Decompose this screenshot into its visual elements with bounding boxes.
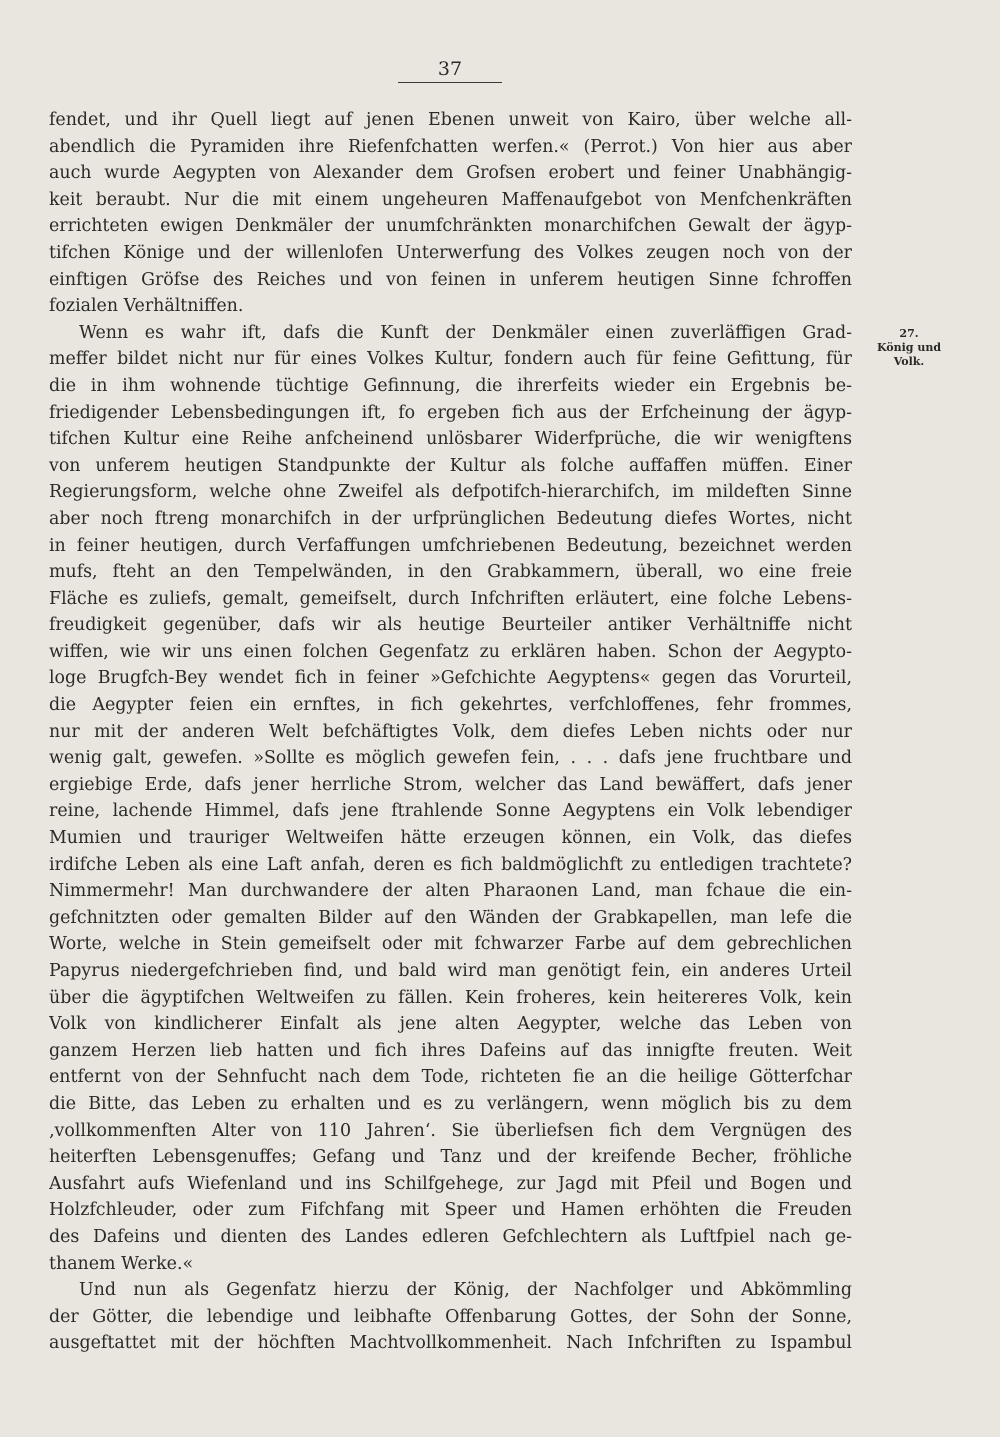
text-line: des Dafeins und dienten des Landes edleren Gefchlechtern als Luftfpiel nach ge- xyxy=(49,1226,852,1247)
text-line: Mumien und trauriger Weltweifen hätte erzeugen können, ein Volk, das diefes xyxy=(49,828,852,849)
text-line: fendet, und ihr Quell liegt auf jenen Ebenen unweit von Kairo, über welche all- xyxy=(49,110,852,130)
text-line: Holzfchleuder, oder zum Fifchfang mit Speer und Hamen erhöhten die Freuden xyxy=(49,1200,852,1221)
text-line: Fläche es zuliefs, gemalt, gemeifselt, durch Infchriften erläutert, eine folche Lebens- xyxy=(49,588,852,609)
text-line: der Götter, die lebendige und leibhafte Offenbarung Gottes, der Sohn der Sonne, xyxy=(49,1306,852,1327)
text-line: fozialen Verhältniffen. xyxy=(49,296,244,317)
text-line: tifchen Könige und der willenlofen Unterwerfung des Volkes zeugen noch von der xyxy=(49,242,852,263)
text-line: loge Brugfch-Bey wendet fich in feiner »Gefchichte Aegyptens« gegen das Vorurteil, xyxy=(49,668,852,689)
text-line: in feiner heutigen, durch Verfaffungen umfchriebenen Bedeutung, bezeichnet werden xyxy=(49,535,852,556)
text-line: ganzem Herzen lieb hatten und fich ihres Dafeins auf das innigfte freuten. Weit xyxy=(49,1040,852,1061)
text-line: ‚vollkommenften Alter von 110 Jahren‘. Sie überliefsen fich dem Vergnügen des xyxy=(49,1120,852,1141)
text-line: über die ägyptifchen Weltweifen zu fällen. Kein froheres, kein heitereres Volk, kein xyxy=(49,987,852,1008)
text-line: Und nun als Gegenfatz hierzu der König, der Nachfolger und Abkömmling xyxy=(79,1280,852,1301)
text-line: Ausfahrt aufs Wiefenland und ins Schilfgehege, zur Jagd mit Pfeil und Bogen und xyxy=(49,1173,852,1194)
text-line: ergiebige Erde, dafs jener herrliche Strom, welcher das Land bewäffert, dafs jener xyxy=(49,774,852,795)
text-line: heiterften Lebensgenuffes; Gefang und Tanz und der kreifende Becher, fröhliche xyxy=(49,1147,852,1168)
text-line: abendlich die Pyramiden ihre Riefenfchatten werfen.« (Perrot.) Von hier aus aber xyxy=(49,136,852,157)
margin-note-line: König und xyxy=(876,341,942,354)
text-line: die Aegypter feien ein ernftes, in fich gekehrtes, verfchloffenes, fehr frommes, xyxy=(49,695,852,716)
page-number: 37 xyxy=(437,58,463,80)
text-line: tifchen Kultur eine Reihe anfcheinend unlösbarer Widerfprüche, die wir wenigftens xyxy=(49,429,852,450)
text-line: wenig galt, gewefen. »Sollte es möglich gewefen fein, . . . dafs jene fruchtbare und xyxy=(49,748,852,769)
text-line: errichteten ewigen Denkmäler der unumfchränkten monarchifchen Gewalt der ägyp- xyxy=(49,216,852,237)
text-line: Nimmermehr! Man durchwandere der alten Pharaonen Land, man fchaue die ein- xyxy=(49,881,852,902)
text-line: mufs, fteht an den Tempelwänden, in den Grabkammern, überall, wo eine freie xyxy=(49,562,852,583)
text-line: von unferem heutigen Standpunkte der Kultur als folche auffaffen müffen. Einer xyxy=(49,455,852,476)
text-line: entfernt von der Sehnfucht nach dem Tode, richteten fie an die heilige Götterfchar xyxy=(49,1067,852,1088)
text-line: einftigen Gröfse des Reiches und von feinen in unferem heutigen Sinne fchroffen xyxy=(49,269,852,290)
text-line: Wenn es wahr ift, dafs die Kunft der Denkmäler einen zuverläffigen Grad- xyxy=(79,322,852,343)
text-line: keit beraubt. Nur die mit einem ungeheuren Maffenaufgebot von Menfchenkräften xyxy=(49,189,852,210)
text-line: die in ihm wohnende tüchtige Gefinnung, die ihrerfeits wieder ein Ergebnis be- xyxy=(49,375,852,396)
text-line: wiffen, wie wir uns einen folchen Gegenfatz zu erklären haben. Schon der Aegypto- xyxy=(49,641,852,662)
margin-note xyxy=(868,327,950,369)
text-line: friedigender Lebensbedingungen ift, fo ergeben fich aus der Erfcheinung der ägyp- xyxy=(49,402,852,423)
body-text xyxy=(49,107,852,1357)
text-line: gefchnitzten oder gemalten Bilder auf den Wänden der Grabkapellen, man lefe die xyxy=(49,907,852,928)
page-number-rule xyxy=(398,82,502,83)
text-line: Regierungsform, welche ohne Zweifel als defpotifch-hierarchifch, im mildeften Sinne xyxy=(49,482,852,503)
text-line: aber noch ftreng monarchifch in der urfprünglichen Bedeutung diefes Wortes, nicht xyxy=(49,508,852,529)
margin-note-line: Volk. xyxy=(893,355,925,368)
text-line: nur mit der anderen Welt befchäftigtes Volk, dem diefes Leben nichts oder nur xyxy=(49,721,852,742)
text-line: thanem Werke.« xyxy=(49,1253,194,1274)
text-line: ausgeftattet mit der höchften Machtvollkommenheit. Nach Infchriften zu Ispambul xyxy=(49,1333,852,1354)
text-line: freudigkeit gegenüber, dafs wir als heutige Beurteiler antiker Verhältniffe nicht xyxy=(49,615,852,636)
text-line: reine, lachende Himmel, dafs jene ftrahlende Sonne Aegyptens ein Volk lebendiger xyxy=(49,801,852,822)
text-line: irdifche Leben als eine Laft anfah, deren es fich baldmöglichft zu entledigen trachtete? xyxy=(49,854,852,875)
text-line: auch wurde Aegypten von Alexander dem Grofsen erobert und feiner Unabhängig- xyxy=(49,163,852,184)
text-line: meffer bildet nicht nur für eines Volkes Kultur, fondern auch für feine Gefittung, für xyxy=(49,349,852,370)
text-line: die Bitte, das Leben zu erhalten und es zu verlängern, wenn möglich bis zu dem xyxy=(49,1093,852,1114)
margin-note-number: 27. xyxy=(899,327,919,340)
text-line: Volk von kindlicherer Einfalt als jene alten Aegypter, welche das Leben von xyxy=(49,1014,852,1035)
text-line: Worte, welche in Stein gemeifselt oder mit fchwarzer Farbe auf dem gebrechlichen xyxy=(49,934,852,955)
text-line: Papyrus niedergefchrieben find, und bald wird man genötigt fein, ein anderes Urteil xyxy=(49,961,852,981)
